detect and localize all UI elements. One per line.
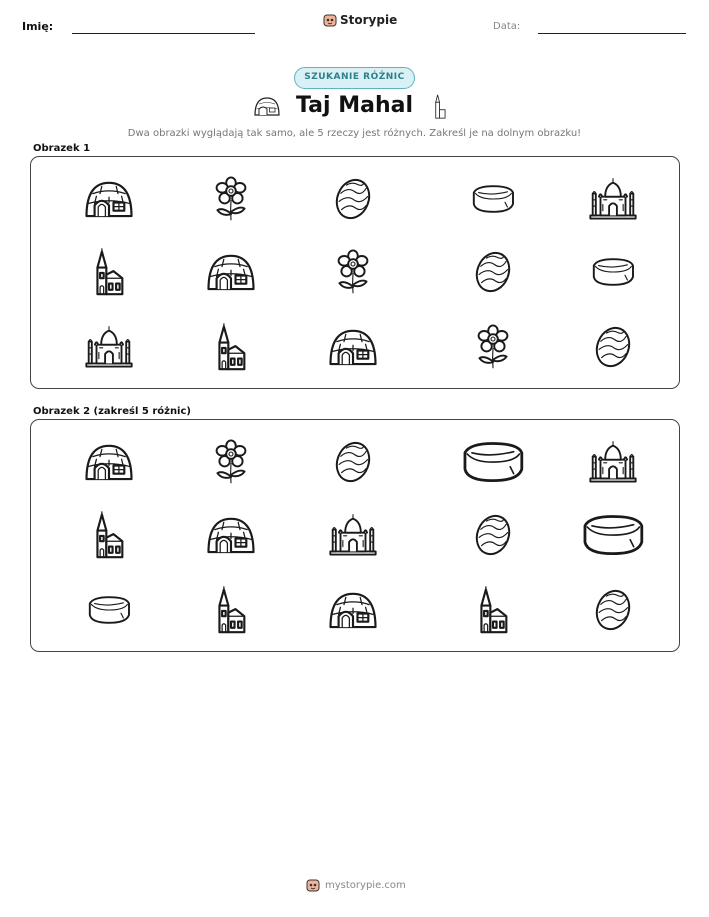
igloo-icon[interactable] xyxy=(204,513,258,557)
easter-egg-icon[interactable] xyxy=(475,512,511,558)
date-label: Data: xyxy=(493,21,521,32)
easter-egg-icon xyxy=(475,249,511,295)
page-title: Taj Mahal xyxy=(295,93,413,118)
church-icon xyxy=(93,248,125,296)
instructions: Dwa obrazki wyglądają tak samo, ale 5 rzeczy jest różnych. Zakreśl je na dolnym obrazku! xyxy=(127,128,582,139)
activity-type-badge: SZUKANIE RÓŻNIC xyxy=(294,67,415,89)
igloo-icon xyxy=(82,177,136,221)
picture2-panel[interactable] xyxy=(30,419,680,652)
picture1-panel xyxy=(30,156,680,389)
footer-site: mystorypie.com xyxy=(325,879,406,891)
soap-bar-icon[interactable] xyxy=(85,592,133,628)
taj-mahal-icon[interactable] xyxy=(328,513,378,557)
picture2-label: Obrazek 2 (zakreśl 5 różnic) xyxy=(33,406,191,417)
flower-icon xyxy=(333,248,373,296)
taj-mahal-icon[interactable] xyxy=(588,440,638,484)
storypie-mascot-icon xyxy=(306,878,320,892)
name-write-line[interactable] xyxy=(72,33,255,34)
worksheet-header xyxy=(0,0,709,50)
taj-mahal-icon xyxy=(84,325,134,369)
title-row xyxy=(0,92,709,124)
igloo-icon[interactable] xyxy=(82,440,136,484)
igloo-icon xyxy=(204,250,258,294)
church-icon[interactable] xyxy=(215,586,247,634)
storypie-mascot-icon xyxy=(323,13,337,27)
flower-icon[interactable] xyxy=(211,438,251,486)
brand-name: Storypie xyxy=(340,13,398,27)
church-icon xyxy=(432,92,446,120)
igloo-icon xyxy=(326,325,380,369)
taj-mahal-icon xyxy=(588,177,638,221)
church-icon xyxy=(215,323,247,371)
church-icon[interactable] xyxy=(93,511,125,559)
easter-egg-icon xyxy=(335,176,371,222)
soap-bar-icon xyxy=(589,254,637,290)
date-write-line[interactable] xyxy=(538,33,686,34)
footer xyxy=(306,878,406,892)
soap-bar-icon xyxy=(469,181,517,217)
name-label: Imię: xyxy=(22,20,54,33)
church-icon[interactable] xyxy=(477,586,509,634)
flower-icon xyxy=(473,323,513,371)
easter-egg-icon[interactable] xyxy=(335,439,371,485)
soap-bar-icon[interactable] xyxy=(578,509,648,561)
igloo-icon[interactable] xyxy=(326,588,380,632)
brand-logo xyxy=(323,13,397,27)
soap-bar-icon[interactable] xyxy=(458,436,528,488)
easter-egg-icon xyxy=(595,324,631,370)
flower-icon xyxy=(211,175,251,223)
easter-egg-icon[interactable] xyxy=(595,587,631,633)
picture1-label: Obrazek 1 xyxy=(33,143,91,154)
